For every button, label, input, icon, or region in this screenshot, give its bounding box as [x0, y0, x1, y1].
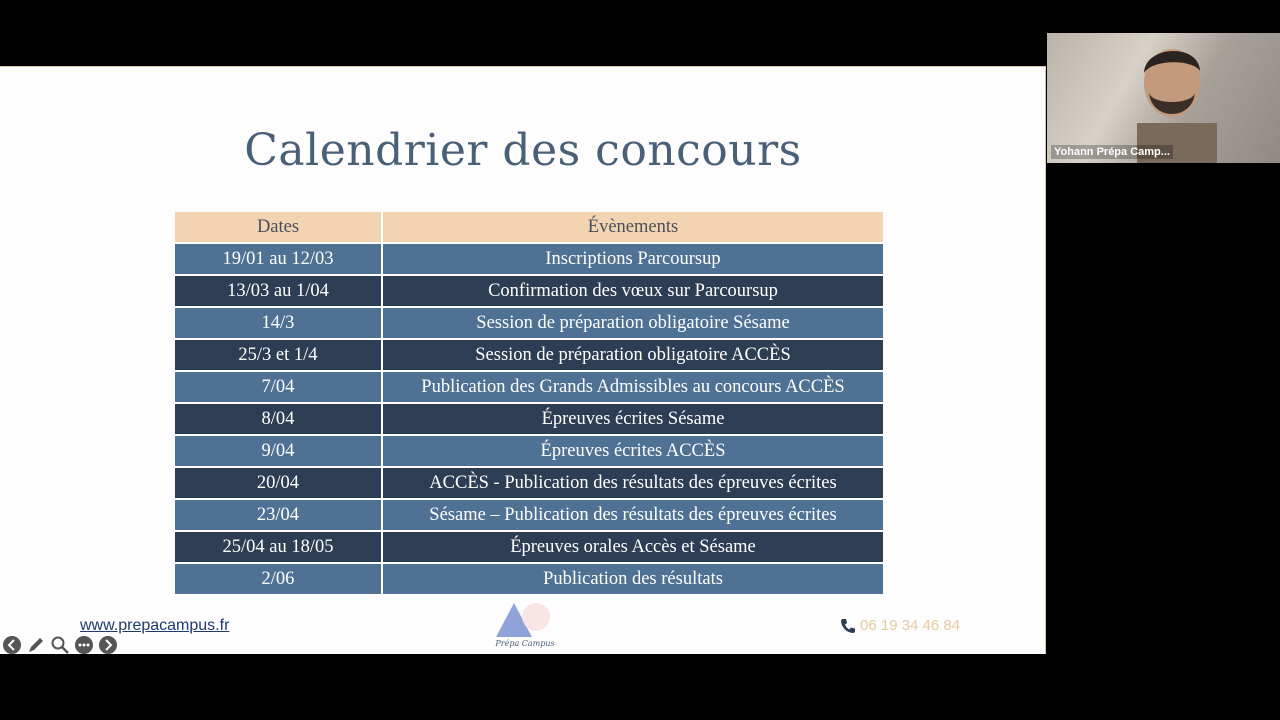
table-row [175, 339, 883, 371]
date-cell: 19/01 au 12/03 [175, 243, 382, 275]
date-cell: 8/04 [175, 403, 382, 435]
date-cell: 7/04 [175, 371, 382, 403]
pen-icon[interactable] [26, 635, 46, 655]
table-row [175, 563, 883, 594]
event-cell: ACCÈS - Publication des résultats des épreuves écrites [382, 467, 883, 499]
table-row [175, 499, 883, 531]
event-cell: Session de préparation obligatoire Sésame [382, 307, 883, 339]
more-icon[interactable] [74, 635, 94, 655]
event-cell: Publication des résultats [382, 563, 883, 594]
date-cell: 14/3 [175, 307, 382, 339]
date-cell: 23/04 [175, 499, 382, 531]
phone-icon [840, 618, 856, 634]
logo-text: Prépa Campus [495, 639, 555, 648]
participant-name: Yohann Prépa Camp... [1051, 145, 1173, 159]
table-row [175, 467, 883, 499]
table-row [175, 243, 883, 275]
date-cell: 13/03 au 1/04 [175, 275, 382, 307]
slide-title: Calendrier des concours [244, 125, 802, 176]
table-row [175, 275, 883, 307]
logo-triangle-icon [492, 599, 558, 639]
zoom-icon[interactable] [50, 635, 70, 655]
date-cell: 25/04 au 18/05 [175, 531, 382, 563]
event-cell: Confirmation des vœux sur Parcoursup [382, 275, 883, 307]
table-row [175, 307, 883, 339]
date-cell: 20/04 [175, 467, 382, 499]
event-cell: Épreuves orales Accès et Sésame [382, 531, 883, 563]
date-cell: 9/04 [175, 435, 382, 467]
table-row [175, 371, 883, 403]
back-icon[interactable] [2, 635, 22, 655]
table-row [175, 403, 883, 435]
phone-contact [840, 617, 960, 634]
prepa-campus-logo [492, 599, 558, 655]
participant-video-icon [1107, 33, 1237, 163]
event-cell: Session de préparation obligatoire ACCÈS [382, 339, 883, 371]
event-cell: Publication des Grands Admissibles au concours ACCÈS [382, 371, 883, 403]
forward-icon[interactable] [98, 635, 118, 655]
calendar-table [175, 212, 883, 594]
date-cell: 2/06 [175, 563, 382, 594]
table-row [175, 531, 883, 563]
event-cell: Inscriptions Parcoursup [382, 243, 883, 275]
event-cell: Épreuves écrites ACCÈS [382, 435, 883, 467]
website-link[interactable]: www.prepacampus.fr [80, 617, 230, 634]
table-header-row [175, 212, 883, 243]
participant-video-tile[interactable] [1047, 33, 1280, 163]
event-cell: Sésame – Publication des résultats des épreuves écrites [382, 499, 883, 531]
presentation-slide [0, 66, 1046, 654]
event-cell: Épreuves écrites Sésame [382, 403, 883, 435]
date-cell: 25/3 et 1/4 [175, 339, 382, 371]
column-header-events: Évènements [382, 212, 883, 243]
phone-number: 06 19 34 46 84 [860, 617, 961, 634]
column-header-dates: Dates [175, 212, 382, 243]
slideshow-controls [2, 635, 122, 655]
table-row [175, 435, 883, 467]
